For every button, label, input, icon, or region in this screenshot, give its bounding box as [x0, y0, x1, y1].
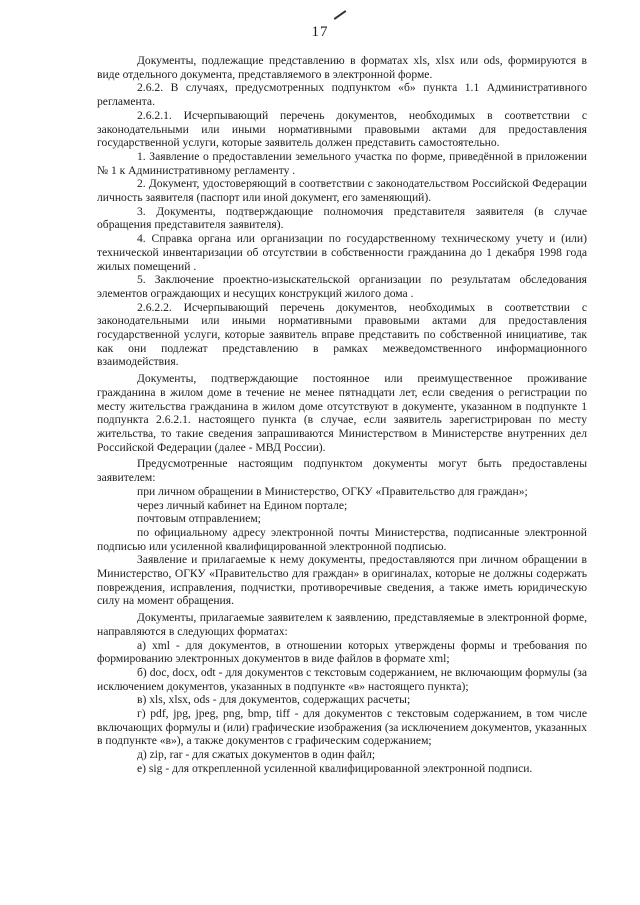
format-item-d: д) zip, rar - для сжатых документов в один файл;: [137, 748, 376, 762]
submission-method-post: почтовым отправлением;: [137, 512, 261, 526]
paragraph-section-2-6-2-2: 2.6.2.2. Исчерпывающий перечень документов, необходимых в соответствии с законодательными или иными нормативными правовыми актами для предоставления государственной услуги, которые заявитель вправе представить по собственной инициативе, так как они подлежат представлению в рамках межведомственного информационного взаимодействия.: [97, 300, 587, 369]
document-body: [97, 54, 587, 776]
list-item-1: 1. Заявление о предоставлении земельного участка по форме, приведённой в приложении № 1 к Административному регламенту .: [97, 149, 587, 177]
page-number-mark: [334, 10, 347, 20]
format-item-v: в) xls, xlsx, ods - для документов, содержащих расчеты;: [137, 693, 411, 707]
paragraph-section-2-6-2: 2.6.2. В случаях, предусмотренных подпунктом «б» пункта 1.1 Административного регламента.: [97, 81, 587, 109]
paragraph-electronic-formats: Документы, прилагаемые заявителем к заявлению, представляемые в электронной форме, направляются в следующих форматах:: [97, 611, 587, 638]
format-item-e: е) sig - для открепленной усиленной квалифицированной электронной подписи.: [137, 761, 533, 775]
list-item-2: 2. Документ, удостоверяющий в соответствии с законодательством Российской Федерации личность заявителя (паспорт или иной документ, его заменяющий).: [97, 177, 587, 205]
submission-method-email: по официальному адресу электронной почты Министерства, подписанные электронной подписью или усиленной квалифицированной электронной подписью.: [97, 525, 587, 553]
format-item-b: б) doc, docx, odt - для документов с текстовым содержанием, не включающим формулы (за исключением документов, указанных в подпункте «в» настоящего пункта);: [97, 665, 587, 693]
format-item-g: г) pdf, jpg, jpeg, png, bmp, tiff - для документов с текстовым содержанием, в том числе включающих формулы и (или) графические изображения (за исключением документов, указанных в подпункте «в»), а также документов с графическим содержанием;: [97, 707, 587, 748]
paragraph-submission-methods: Предусмотренные настоящим подпунктом документы могут быть предоставлены заявителем:: [97, 457, 587, 485]
page-number: 17: [311, 24, 329, 40]
submission-method-in-person: при личном обращении в Министерство, ОГКУ «Правительство для граждан»;: [137, 484, 528, 498]
paragraph-formats-note: Документы, подлежащие представлению в форматах xls, xlsx или ods, формируются в виде отдельного документа, представляемого в электронной форме.: [97, 54, 587, 81]
list-item-5: 5. Заключение проектно-изыскательской организации по результатам обследования элементов ограждающих и несущих конструкций жилого дома .: [97, 273, 587, 300]
paragraph-residence-documents: Документы, подтверждающие постоянное или преимущественное проживание гражданина в жилом доме в течение не менее пятнадцати лет, если сведения о регистрации по месту жительства гражданина в жилом доме отсутствуют в документе, указанном в подпункте 1 подпункта 2.6.2.1. настоящего пункта (в случае, если заявитель зарегистрирован по месту жительства, то такие сведения запрашиваются Министерством в Министерстве внутренних дел Российской Федерации (далее - МВД России).: [97, 372, 587, 454]
list-item-4: 4. Справка органа или организации по государственному техническому учету и (или) технической инвентаризации об отсутствии в собственности гражданина до 1 декабря 1998 года жилых помещений .: [97, 232, 587, 273]
submission-method-portal: через личный кабинет на Едином портале;: [137, 498, 348, 512]
paragraph-originals-requirements: Заявление и прилагаемые к нему документы, предоставляются при личном обращении в Министерство, ОГКУ «Правительство для граждан» в оригиналах, которые не должны содержать повреждения, исправления, подчистки, противоречивые сведения, а также иметь юридическую силу на момент обращения.: [97, 553, 587, 608]
paragraph-section-2-6-2-1: 2.6.2.1. Исчерпывающий перечень документов, необходимых в соответствии с законодательными или иными нормативными правовыми актами для предоставления государственной услуги, которые заявитель должен представить самостоятельно.: [97, 108, 587, 150]
format-item-a: а) xml - для документов, в отношении которых утверждены формы и требования по формированию электронных документов в виде файлов в формате xml;: [97, 638, 587, 666]
list-item-3: 3. Документы, подтверждающие полномочия представителя заявителя (в случае обращения представителя заявителя).: [97, 204, 587, 232]
